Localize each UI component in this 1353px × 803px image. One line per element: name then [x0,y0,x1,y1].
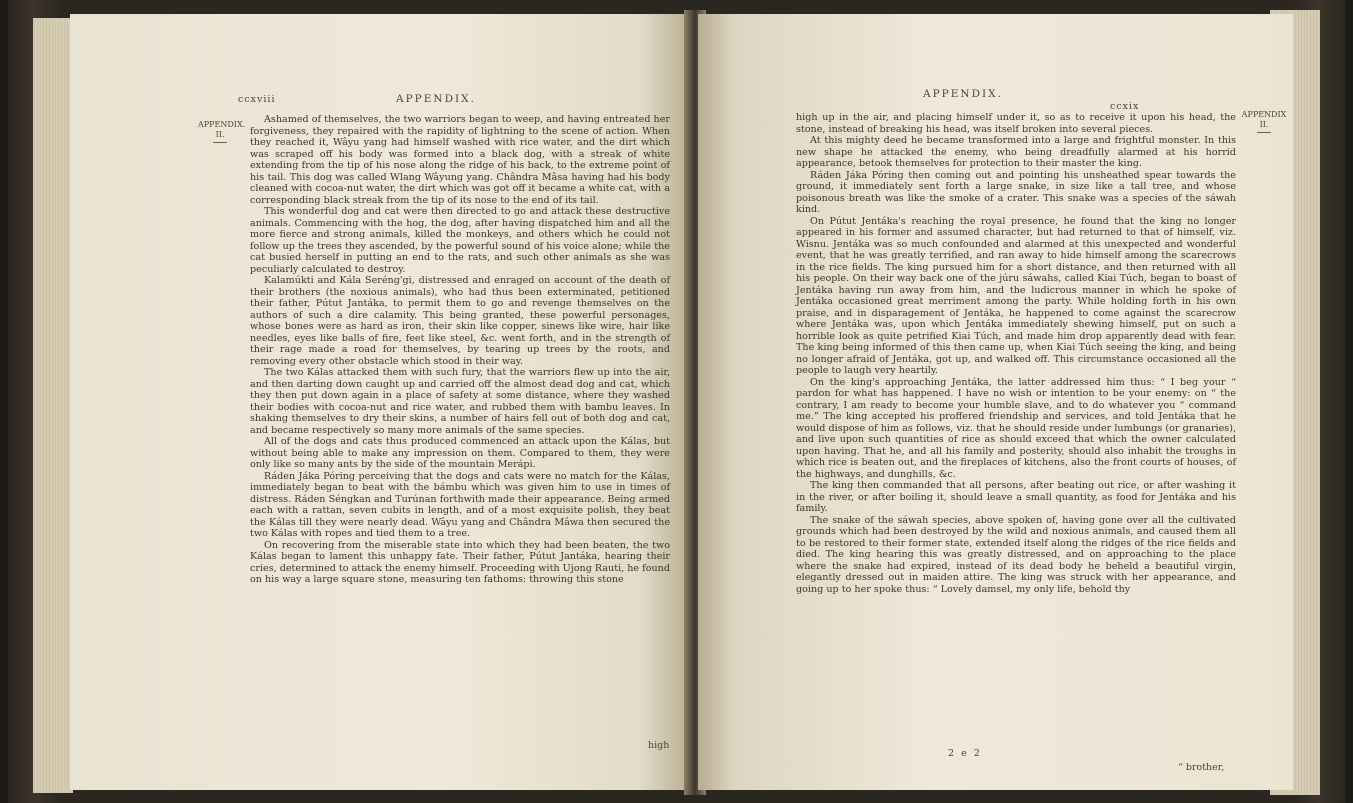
right-catchword: “ brother, [1178,762,1225,773]
paragraph: Kalamúkti and Kála Seréng'gi, distressed and enraged on account of the death of their brothers (the noxious animals), who had thus been exterminated, petitioned their father, Pútut Jantáka, to permit them to go and revenge themselves on the authors of such a dire calamity. This being granted, these powerful personages, whose bones were as hard as iron, their skin like copper, sinews like wire, hair like needles, eyes like balls of fire, feet like steel, &c. went forth, and in the strength of their rage made a road for themselves, by tearing up trees by the roots, and removing every other obstacle which stood in their way. [250,275,670,367]
paragraph: On recovering from the miserable state into which they had been beaten, the two Kálas began to lament this unhappy fate. Their father, Pútut Jantáka, hearing their cries, determined to attack the enemy himself. Proceeding with Ujong Rauti, he found on his way a large square stone, measuring ten fathoms: throwing this stone [250,539,670,585]
page-edges-left [33,18,73,793]
paragraph: Ráden Jáka Póring then coming out and pointing his unsheathed spear towards the ground, it immediately sent forth a large snake, in size like a tall tree, and whose poisonous breath was like the smoke of a crater. This snake was a species of the sáwah kind. [796,169,1236,215]
paragraph: Ashamed of themselves, the two warriors began to weep, and having entreated her forgiveness, they repaired with the rapidity of lightning to the scene of action. When they reached it, Wâyu yang had himself washed with rice water, and the dirt which was scraped off his body was formed into a black dog, with a streak of white extending from the tip of his nose along the ridge of his back, to the extreme point of his tail. This dog was called Wlang Wâyung yang. Chândra Mâsa having had his body cleaned with cocoa-nut water, the dirt which was got off it became a white cat, with a corresponding black streak from the tip of its nose to the end of its tail. [250,114,670,206]
paragraph: Ráden Jáka Póring perceiving that the dogs and cats were no match for the Kálas, immediately began to beat with the bámbu which was given him to use in times of distress. Ráden Séngkan and Turúnan forthwith made their appearance. Being armed each with a rattan, seven cubits in length, and of a most exquisite polish, they beat the Kálas till they were nearly dead. Wâyu yang and Chândra Mâwa then secured the two Kálas with ropes and tied them to a tree. [250,470,670,539]
right-margin-note [1241,110,1287,133]
paragraph: high up in the air, and placing himself under it, so as to receive it upon his head, the stone, instead of breaking his head, was itself broken into several pieces. [796,112,1236,135]
paragraph: The two Kálas attacked them with such fury, that the warriors flew up into the air, and then darting down caught up and carried off the almost dead dog and cat, which they then put down again in a place of safety at some distance, where they washed their bodies with cocoa-nut and rice water, and rubbed them with bambu leaves. In shaking themselves to dry their skins, a number of hairs fell out of both dog and cat, and became respectively so many more animals of the same species. [250,367,670,436]
right-page [698,14,1293,790]
left-body-text [250,114,670,586]
left-running-head: APPENDIX. [396,93,476,105]
paragraph: All of the dogs and cats thus produced commenced an attack upon the Kálas, but without being able to make any impression on them. Compared to them, they were only like so many ants by the side of the mountain Merápi. [250,436,670,470]
signature-mark: 2 e 2 [948,748,982,759]
right-folio: ccxix [1110,101,1140,112]
left-margin-note [198,120,246,143]
right-running-head: APPENDIX. [923,88,1003,100]
margin-note-appendix: APPENDIX. [198,120,246,129]
margin-note-rule [213,142,227,143]
paragraph: On Pútut Jentáka's reaching the royal presence, he found that the king no longer appeared in his former and assumed character, but had returned to that of himself, viz. Wisnu. Jentáka was so much confounded and alarmed at this unexpected and wonderful event, that he was greatly terrified, and ran away to hide himself among the scarecrows in the rice fields. The king pursued him for a short distance, and then returned with all his people. On their way back one of the júru sáwahs, called Kiai Túch, began to boast of Jentáka having run away from him, and the ludicrous manner in which he spoke of Jentáka occasioned great merriment among the party. While holding forth in his own praise, and in disparagement of Jentáka, he happened to come against the scarecrow where Jentáka was, upon which Jentáka immediately shewing himself, put on such a horrible look as quite petrified Kiai Túch, and made him drop apparently dead with fear. The king being informed of this then came up, when Kiai Túch seeing the king, and being no longer afraid of Jentáka, got up, and walked off. This circumstance occasioned all the people to laugh very heartily. [796,215,1236,376]
paragraph: At this mighty deed he became transformed into a large and frightful monster. In this new shape he attacked the enemy, who being dreadfully alarmed at his horrid appearance, betook themselves for protection to their master the king. [796,135,1236,169]
paragraph: This wonderful dog and cat were then directed to go and attack these destructive animals. Commencing with the hog, the dog, after having dispatched him and all the more fierce and strong animals, killed the monkeys, and others which he could not follow up the trees they ascended, by the powerful sound of his voice alone; while the cat busied herself in putting an end to the rats, and such other animals as she was peculiarly calculated to destroy. [250,206,670,275]
margin-note-appendix: APPENDIX [1241,110,1287,119]
book-spread [8,0,1345,803]
left-page [70,14,690,790]
paragraph: The snake of the sáwah species, above spoken of, having gone over all the cultivated grounds which had been destroyed by the wild and noxious animals, and caused them all to be restored to their former state, extended itself along the ridges of the rice fields and died. The king hearing this was greatly distressed, and on approaching to the place where the snake had expired, instead of its dead body he beheld a beautiful virgin, elegantly dressed out in maiden attire. The king was struck with her appearance, and going up to her spoke thus: “ Lovely damsel, my only life, behold thy [796,514,1236,595]
left-folio: ccxviii [238,94,276,105]
margin-note-rule [1257,132,1271,133]
right-body-text [796,112,1236,595]
left-catchword: high [648,740,670,751]
margin-note-number: II. [215,130,225,139]
margin-note-number: II. [1259,120,1269,129]
paragraph: On the king's approaching Jentáka, the latter addressed him thus: “ I beg your “ pardon for what has happened. I have no wish or intention to be your enemy: on “ the contrary, I am ready to become your humble slave, and to do whatever you “ command me.” The king accepted his proffered friendship and services, and told Jentáka that he would dispose of him as follows, viz. that he should reside under lumbungs (or granaries), and live upon such quantities of rice as should exceed that which the owner calculated upon having. That he, and all his family and posterity, should also inhabit the troughs in which rice is beaten out, and the fireplaces of kitchens, also the front courts of houses, of the highways, and dunghills, &c. [796,376,1236,480]
paragraph: The king then commanded that all persons, after beating out rice, or after washing it in the river, or after boiling it, should leave a small quantity, as food for Jentáka and his family. [796,480,1236,514]
